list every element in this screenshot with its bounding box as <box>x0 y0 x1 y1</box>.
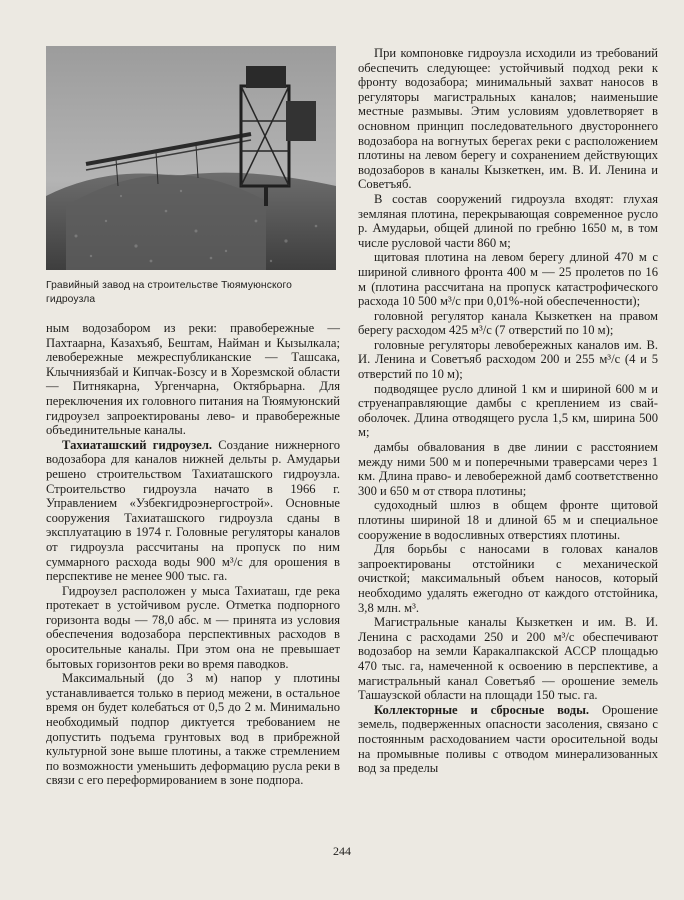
list-item: головной регулятор канала Кызкеткен на правом берегу расходом 425 м³/с (7 отверстий по 10 м); <box>358 308 658 338</box>
paragraph: ным водозабором из реки: правобережные — Пахтаарна, Казахъяб, Бештам, Найман и Кызылкала; левобережные межреспубликанские — Ташсака, Клычниязбай и Кипчак-Бозсу и в Хорезмской области — Питнякарна, Ургенчарна, Октябрьарна. Для переключения их головного питания на Тюямуюнский гидроузел запроектированы лево- и правобережные объединительные каналы. <box>46 321 340 438</box>
left-column <box>46 321 340 788</box>
list-item: щитовая плотина на левом берегу длиной 470 м с шириной сливного фронта 400 м — 25 пролетов по 16 м (плотина рассчитана на пропуск катастрофического расхода 10 500 м³/с при 0,01%-ной обеспеченности); <box>358 250 658 309</box>
paragraph-tahiatash <box>46 438 340 584</box>
paragraph: Для борьбы с наносами в головах каналов запроектированы отстойники с механической очисткой; максимальный объем наносов, который необходимо удалять ежегодно от каждого отстойника, 3,8 млн. м³. <box>358 542 658 615</box>
section-heading-collectors: Коллекторные и сбросные воды. <box>374 702 590 717</box>
list-item: судоходный шлюз в общем фронте щитовой плотины шириной 18 и длиной 65 м и специальное сооружение в водосливных отверстиях плотины. <box>358 498 658 542</box>
paragraph: В состав сооружений гидроузла входят: глухая земляная плотина, перекрывающая современное русло р. Амударьи, общей длиной по гребню 1650 м, в том числе русловой части 860 м; <box>358 191 658 250</box>
right-column <box>358 46 658 776</box>
section-heading-tahiatash: Тахиаташский гидроузел. <box>62 437 213 452</box>
list-item: подводящее русло длиной 1 км и шириной 600 м и струенаправляющие дамбы с креплением из свай-оболочек. Длина отводящего русла 1,5 км, ширина 500 м; <box>358 381 658 440</box>
paragraph: Гидроузел расположен у мыса Тахиаташ, где река протекает в устойчивом русле. Отметка подпорного горизонта воды — 78,0 абс. м — принята из условия обеспечения водозабора перспективных расходов в оросительные каналы. При этом она не превышает бытовых горизонтов реки во время паводков. <box>46 583 340 671</box>
list-item: дамбы обвалования в две линии с расстоянием между ними 500 м и поперечными траверсами через 1 км. Длина право- и левобережной дамб соответственно 300 и 650 м от створа плотины; <box>358 440 658 498</box>
figure-caption: Гравийный завод на строительстве Тюямуюнского гидроузла <box>46 280 292 305</box>
paragraph: Магистральные каналы Кызкеткен и им. В. И. Ленина с расходами 250 и 200 м³/с обеспечивают водозабор на земли Каракалпакской АССР площадью 470 тыс. га, намеченной к освоению в перспективе, а магистральный канал Советъяб — орошение земель Ташаузской области на площади 150 тыс. га. <box>358 615 658 703</box>
paragraph-text: Орошение земель, подверженных опасности засоления, связано с постоянным расходованием части оросительной воды на промывные поливы с отводом минерализованных вод за пределы <box>358 702 658 776</box>
paragraph: При компоновке гидроузла исходили из требований обеспечить следующее: устойчивый подход реки к фронту водозабора; минимальный захват наносов в регуляторы магистральных каналов; наименьшие местные размывы. Этим условиям удовлетворяет в основном принцип последовательного двустороннего водозабора на вогнутых берегах реки с расположением плотины на левом берегу и сохранением действующих водозаборов в каналы Кызкеткен, им. В. И. Ленина и Советъяб. <box>358 46 658 192</box>
page-number: 244 <box>333 844 351 858</box>
list-item: головные регуляторы левобережных каналов им. В. И. Ленина и Советъяб расходом 200 и 255 м³/с (4 и 5 отверстий по 10 м); <box>358 337 658 382</box>
gravel-plant-photo <box>46 46 336 270</box>
paragraph: Максимальный (до 3 м) напор у плотины устанавливается только в период межени, в остальное время он будет колебаться от 0,5 до 2 м. Минимально необходимый подпор диктуется требованием не допустить подъема грунтовых вод в прибрежной культурной зоне выше плотины, а также стремлением по возможности уменьшить деформацию русла реки в связи с его переформированием в зоне подпора. <box>46 671 340 788</box>
paragraph-collectors <box>358 703 658 776</box>
photo-illustration <box>46 46 336 270</box>
paragraph-text: Создание нижнерного водозабора для каналов нижней дельты р. Амударьи решено строительством Тахиаташского гидроузла. Строительство гидроузла начато в 1966 г. Управлением «Узбекгидроэнергострой». Основные сооружения Тахиаташского гидроузла сданы в эксплуатацию в 1974 г. Головные регуляторы каналов от гидроузла рассчитаны на пропуск по ним суммарного расхода воды 900 м³/с для орошения в перспективе не менее 900 тыс. га. <box>46 437 340 584</box>
